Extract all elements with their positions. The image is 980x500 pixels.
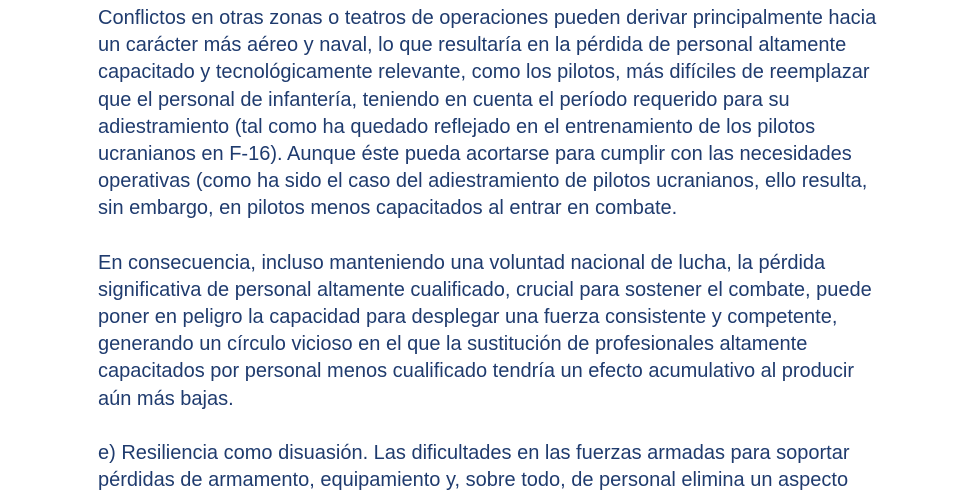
- text-line: significativa de personal altamente cualificado, crucial para sostener el combate, puede: [98, 278, 872, 301]
- text-line: que el personal de infantería, teniendo en cuenta el período requerido para su: [98, 88, 790, 111]
- paragraph-2: [98, 250, 898, 413]
- text-line: En consecuencia, incluso manteniendo una voluntad nacional de lucha, la pérdida: [98, 251, 826, 274]
- text-line: sin embargo, en pilotos menos capacitados al entrar en combate.: [98, 197, 678, 220]
- paragraph-3: [98, 440, 898, 494]
- text-line: adiestramiento (tal como ha quedado reflejado en el entrenamiento de los pilotos: [98, 115, 816, 138]
- text-line: ucranianos en F-16). Aunque éste pueda acortarse para cumplir con las necesidades: [98, 142, 852, 165]
- text-line: poner en peligro la capacidad para desplegar una fuerza consistente y competente,: [98, 306, 838, 329]
- document-body: [98, 5, 898, 500]
- text-line: aún más bajas.: [98, 387, 234, 410]
- paragraph-1: [98, 5, 898, 223]
- text-line: generando un círculo vicioso en el que la sustitución de profesionales altamente: [98, 333, 808, 356]
- text-line: operativas (como ha sido el caso del adiestramiento de pilotos ucranianos, ello resulta,: [98, 170, 868, 193]
- text-line: un carácter más aéreo y naval, lo que resultaría en la pérdida de personal altamente: [98, 34, 847, 57]
- text-line: e) Resiliencia como disuasión. Las dificultades en las fuerzas armadas para soportar: [98, 442, 850, 464]
- text-line: Conflictos en otras zonas o teatros de operaciones pueden derivar principalmente hacia: [98, 7, 877, 29]
- text-line: capacitados por personal menos cualificado tendría un efecto acumulativo al producir: [98, 360, 854, 383]
- text-line: capacitado y tecnológicamente relevante, como los pilotos, más difíciles de reemplazar: [98, 61, 870, 84]
- text-line: pérdidas de armamento, equipamiento y, sobre todo, de personal elimina un aspecto: [98, 469, 849, 492]
